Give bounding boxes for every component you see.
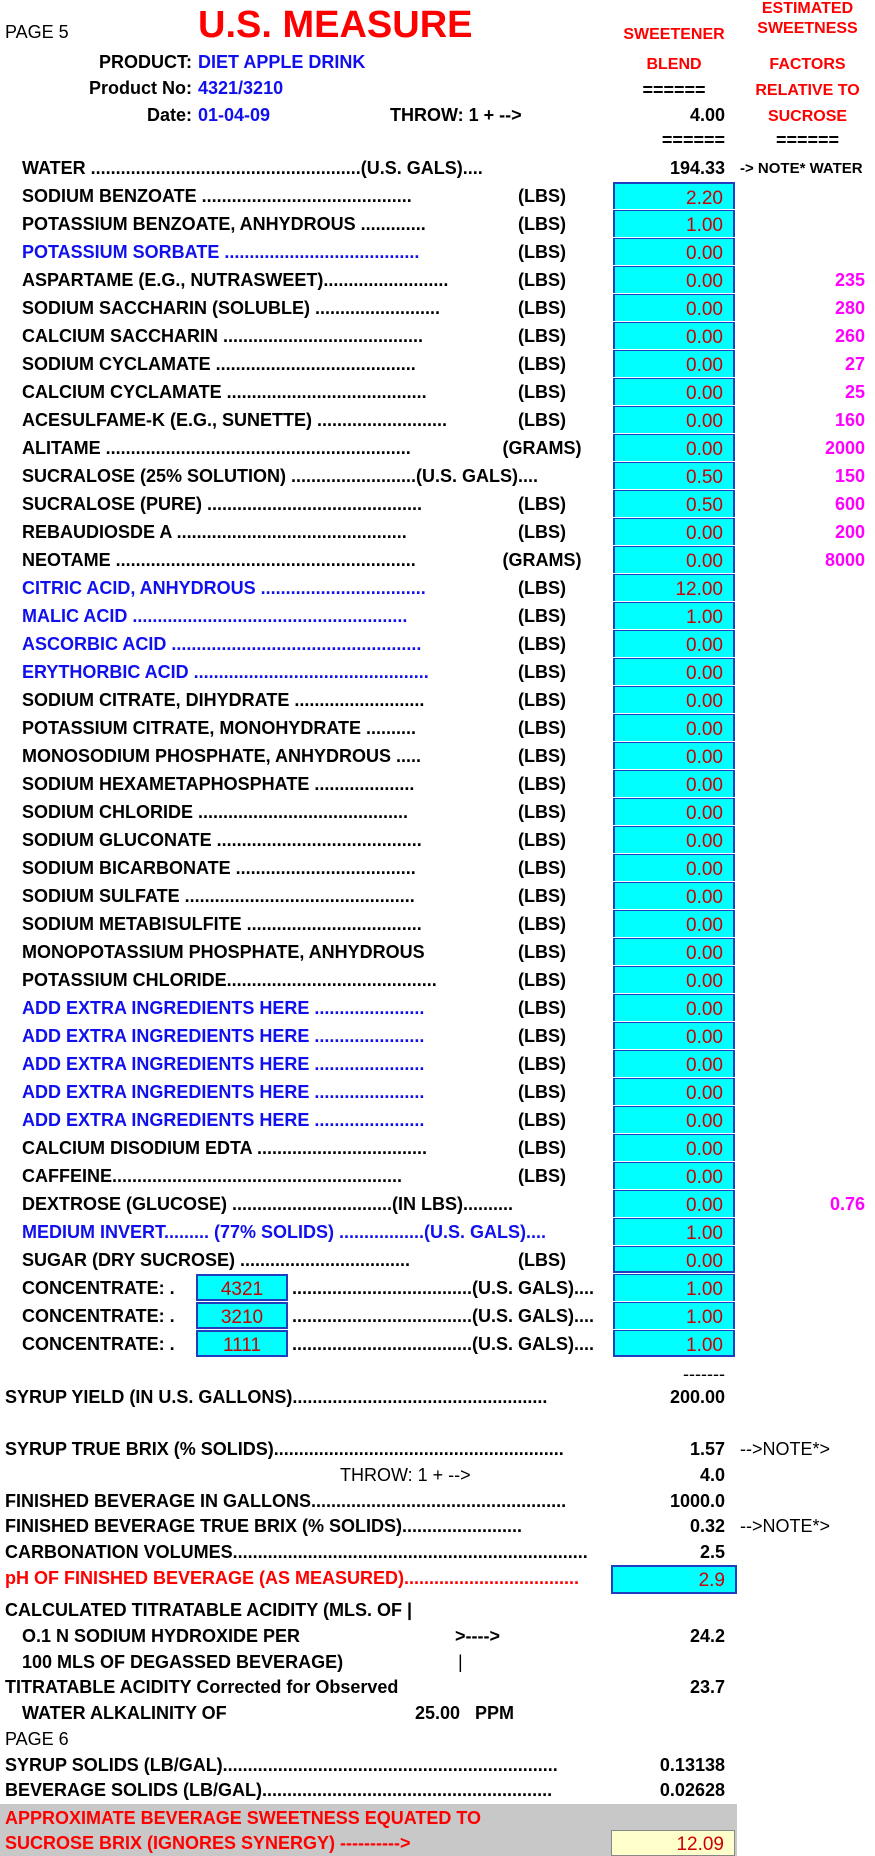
ingredient-unit: (LBS) bbox=[518, 1054, 566, 1074]
sweetness-factor: 600 bbox=[834, 494, 865, 514]
finished-gallons-value: 1000.0 bbox=[669, 1491, 725, 1511]
ingredient-unit: (LBS) bbox=[518, 802, 566, 822]
ingredient-unit: (LBS) bbox=[518, 1166, 566, 1186]
ingredient-row bbox=[0, 1050, 875, 1078]
concentrate-amount-input[interactable]: 1.00 bbox=[613, 1274, 735, 1301]
ingredient-name: MONOPOTASSIUM PHOSPHATE, ANHYDROUS bbox=[22, 942, 425, 962]
concentrate-row bbox=[0, 1302, 875, 1330]
finished-gallons-label: FINISHED BEVERAGE IN GALLONS................................................... bbox=[5, 1491, 567, 1511]
ingredient-name: NEOTAME ............................................................ bbox=[22, 550, 416, 570]
ingredient-unit: (GRAMS) bbox=[502, 438, 582, 458]
ingredient-name: POTASSIUM SORBATE ....................................... bbox=[22, 242, 420, 262]
ingredient-unit: (LBS) bbox=[518, 382, 566, 402]
ingredient-amount-input[interactable]: 0.00 bbox=[613, 1190, 735, 1217]
ingredient-name: MEDIUM INVERT......... (77% SOLIDS) .................(U.S. GALS).... bbox=[22, 1222, 547, 1242]
concentrate-row bbox=[0, 1274, 875, 1302]
col-sweetener-rule: ====== bbox=[642, 80, 706, 100]
sweetness-value: 12.09 bbox=[611, 1830, 735, 1856]
concentrate-row bbox=[0, 1330, 875, 1358]
ingredient-row bbox=[0, 574, 875, 602]
ingredient-name: ADD EXTRA INGREDIENTS HERE ...................... bbox=[22, 1082, 425, 1102]
syrup-brix-note: -->NOTE*> bbox=[740, 1439, 831, 1459]
ingredient-amount-input[interactable]: 12.00 bbox=[613, 574, 735, 601]
ingredient-unit: (LBS) bbox=[518, 1250, 566, 1270]
ingredient-amount-input[interactable]: 0.50 bbox=[613, 490, 735, 517]
sweetness-factor: 260 bbox=[834, 326, 865, 346]
ingredient-amount-input[interactable]: 0.00 bbox=[613, 854, 735, 881]
water-value: 194.33 bbox=[669, 158, 725, 178]
throw-label: THROW: 1 + --> bbox=[390, 105, 522, 125]
ingredient-name: SUCRALOSE (PURE) ........................................... bbox=[22, 494, 423, 514]
ingredient-row bbox=[0, 546, 875, 574]
carbonation-label: CARBONATION VOLUMES....................................................................... bbox=[5, 1542, 588, 1562]
ingredient-row bbox=[0, 1078, 875, 1106]
ta-line1: CALCULATED TITRATABLE ACIDITY (MLS. OF | bbox=[5, 1600, 412, 1620]
date-label: Date: bbox=[146, 105, 192, 125]
sweetness-factor: 150 bbox=[834, 466, 865, 486]
ingredient-row bbox=[0, 210, 875, 238]
sweetness-line1: APPROXIMATE BEVERAGE SWEETNESS EQUATED TO bbox=[5, 1808, 482, 1828]
col-factor-4: RELATIVE TO bbox=[755, 82, 860, 99]
ingredient-name: ADD EXTRA INGREDIENTS HERE ...................... bbox=[22, 1054, 425, 1074]
ingredient-amount-input[interactable]: 0.00 bbox=[613, 266, 735, 293]
ingredient-amount-input[interactable]: 2.20 bbox=[613, 182, 735, 209]
ingredient-row bbox=[0, 658, 875, 686]
page6: PAGE 6 bbox=[5, 1729, 69, 1749]
ingredient-row bbox=[0, 770, 875, 798]
ingredient-amount-input[interactable]: 0.00 bbox=[613, 518, 735, 545]
concentrate-unit: ....................................(U.S. GALS).... bbox=[292, 1278, 595, 1298]
ingredient-row bbox=[0, 322, 875, 350]
ingredient-row bbox=[0, 798, 875, 826]
ta-line2: O.1 N SODIUM HYDROXIDE PER bbox=[22, 1626, 301, 1646]
throw2-value: 4.0 bbox=[699, 1465, 725, 1485]
ingredient-row bbox=[0, 714, 875, 742]
ingredient-unit: (LBS) bbox=[518, 298, 566, 318]
tac-line2: WATER ALKALINITY OF bbox=[22, 1703, 227, 1723]
ingredient-amount-input[interactable]: 1.00 bbox=[613, 602, 735, 629]
ingredient-unit: (LBS) bbox=[518, 718, 566, 738]
concentrate-unit: ....................................(U.S. GALS).... bbox=[292, 1334, 595, 1354]
water-note: -> NOTE* WATER bbox=[740, 160, 863, 177]
ingredient-unit: (LBS) bbox=[518, 914, 566, 934]
ingredient-row bbox=[0, 686, 875, 714]
ingredient-unit: (LBS) bbox=[518, 410, 566, 430]
ingredient-row bbox=[0, 1246, 875, 1274]
ingredient-amount-input[interactable]: 0.00 bbox=[613, 686, 735, 713]
ingredient-unit: (GRAMS) bbox=[502, 550, 582, 570]
ingredient-name: DEXTROSE (GLUCOSE) ................................(IN LBS).......... bbox=[22, 1194, 514, 1214]
ingredient-name: CALCIUM DISODIUM EDTA .................................. bbox=[22, 1138, 428, 1158]
ingredient-amount-input[interactable]: 0.00 bbox=[613, 1134, 735, 1161]
concentrate-amount-input[interactable]: 1.00 bbox=[613, 1302, 735, 1329]
ingredient-amount-input[interactable]: 0.00 bbox=[613, 1246, 735, 1273]
col-factor-1: ESTIMATED bbox=[761, 0, 854, 17]
ingredient-name: CALCIUM CYCLAMATE ........................................ bbox=[22, 382, 427, 402]
ingredient-amount-input[interactable]: 0.00 bbox=[613, 770, 735, 797]
bev-solids-value: 0.02628 bbox=[659, 1780, 725, 1800]
ingredient-row bbox=[0, 882, 875, 910]
ingredient-row bbox=[0, 1106, 875, 1134]
ingredient-row bbox=[0, 1190, 875, 1218]
ingredient-unit: (LBS) bbox=[518, 494, 566, 514]
ingredient-unit: (LBS) bbox=[518, 634, 566, 654]
ingredient-row bbox=[0, 182, 875, 210]
concentrate-amount-input[interactable]: 1.00 bbox=[613, 1330, 735, 1357]
ingredient-amount-input[interactable]: 0.00 bbox=[613, 238, 735, 265]
ingredient-row bbox=[0, 434, 875, 462]
ingredient-row bbox=[0, 994, 875, 1022]
ingredient-name: CALCIUM SACCHARIN ........................................ bbox=[22, 326, 424, 346]
ingredient-unit: (LBS) bbox=[518, 578, 566, 598]
ingredient-unit: (LBS) bbox=[518, 690, 566, 710]
syrup-brix-label: SYRUP TRUE BRIX (% SOLIDS).......................................................... bbox=[5, 1439, 564, 1459]
product-no-label: Product No: bbox=[89, 78, 192, 98]
ingredient-amount-input[interactable]: 0.00 bbox=[613, 742, 735, 769]
ingredient-row bbox=[0, 630, 875, 658]
finished-brix-note: -->NOTE*> bbox=[740, 1516, 831, 1536]
col-factor-5: SUCROSE bbox=[767, 108, 848, 125]
col-factor-3: FACTORS bbox=[769, 56, 846, 73]
ingredient-unit: (LBS) bbox=[518, 998, 566, 1018]
ingredient-unit: (LBS) bbox=[518, 1026, 566, 1046]
ingredient-unit: (LBS) bbox=[518, 662, 566, 682]
water-row bbox=[0, 154, 875, 182]
ingredient-name: POTASSIUM CHLORIDE.......................................... bbox=[22, 970, 437, 990]
throw-value: 4.00 bbox=[689, 105, 725, 125]
ingredient-name: SODIUM BENZOATE .......................................... bbox=[22, 186, 412, 206]
ingredient-row bbox=[0, 238, 875, 266]
sweetness-factor: 200 bbox=[834, 522, 865, 542]
ingredient-row bbox=[0, 462, 875, 490]
ingredient-amount-input[interactable]: 0.00 bbox=[613, 938, 735, 965]
ingredient-amount-input[interactable]: 0.00 bbox=[613, 322, 735, 349]
ingredient-name: SODIUM BICARBONATE .................................... bbox=[22, 858, 416, 878]
throw-rule: ====== bbox=[661, 130, 725, 150]
syrup-yield-label: SYRUP YIELD (IN U.S. GALLONS)................................................... bbox=[5, 1387, 548, 1407]
syrup-brix-value: 1.57 bbox=[689, 1439, 725, 1459]
ingredient-name: SODIUM CYCLAMATE ........................................ bbox=[22, 354, 416, 374]
ta-value: 24.2 bbox=[689, 1626, 725, 1646]
ingredient-amount-input[interactable]: 0.00 bbox=[613, 714, 735, 741]
concentrate-code-input[interactable]: 3210 bbox=[196, 1302, 288, 1329]
ingredient-amount-input[interactable]: 0.00 bbox=[613, 1106, 735, 1133]
ingredient-amount-input[interactable]: 0.00 bbox=[613, 294, 735, 321]
syrup-yield-value: 200.00 bbox=[669, 1387, 725, 1407]
ingredient-name: SODIUM CITRATE, DIHYDRATE .......................... bbox=[22, 690, 425, 710]
ta-line3: 100 MLS OF DEGASSED BEVERAGE) bbox=[22, 1652, 344, 1672]
ingredient-amount-input[interactable]: 0.00 bbox=[613, 350, 735, 377]
ingredient-unit: (LBS) bbox=[518, 830, 566, 850]
tac-value: 23.7 bbox=[689, 1677, 725, 1697]
ingredient-name: ADD EXTRA INGREDIENTS HERE ...................... bbox=[22, 1110, 425, 1130]
ingredient-row bbox=[0, 1218, 875, 1246]
sweetness-factor: 0.76 bbox=[829, 1194, 865, 1214]
concentrate-unit: ....................................(U.S. GALS).... bbox=[292, 1306, 595, 1326]
ingredient-unit: (LBS) bbox=[518, 214, 566, 234]
ph-label: pH OF FINISHED BEVERAGE (AS MEASURED)................................... bbox=[5, 1568, 580, 1588]
concentrate-code-input[interactable]: 1111 bbox=[196, 1330, 288, 1357]
ingredient-name: ERYTHORBIC ACID ............................................... bbox=[22, 662, 429, 682]
ingredient-unit: (LBS) bbox=[518, 326, 566, 346]
ingredient-name: SODIUM HEXAMETAPHOSPHATE .................... bbox=[22, 774, 415, 794]
ta-pipe: | bbox=[458, 1652, 463, 1672]
finished-brix-label: FINISHED BEVERAGE TRUE BRIX (% SOLIDS)........................ bbox=[5, 1516, 523, 1536]
date-value: 01-04-09 bbox=[198, 105, 271, 125]
ingredient-unit: (LBS) bbox=[518, 942, 566, 962]
ingredient-unit: (LBS) bbox=[518, 606, 566, 626]
ingredient-unit: (LBS) bbox=[518, 270, 566, 290]
syrup-solids-value: 0.13138 bbox=[659, 1755, 725, 1775]
product-no: 4321/3210 bbox=[198, 78, 284, 98]
ingredient-name: REBAUDIOSDE A .............................................. bbox=[22, 522, 407, 542]
ingredient-amount-input[interactable]: 0.00 bbox=[613, 826, 735, 853]
ingredient-amount-input[interactable]: 0.00 bbox=[613, 630, 735, 657]
ingredient-amount-input[interactable]: 0.00 bbox=[613, 546, 735, 573]
product-name: DIET APPLE DRINK bbox=[198, 52, 366, 72]
alkalinity-value: 25.00 bbox=[414, 1703, 460, 1723]
ingredient-name: ADD EXTRA INGREDIENTS HERE ...................... bbox=[22, 1026, 425, 1046]
ingredient-amount-input[interactable]: 0.00 bbox=[613, 966, 735, 993]
ingredient-name: SUGAR (DRY SUCROSE) .................................. bbox=[22, 1250, 411, 1270]
ingredient-amount-input[interactable]: 0.00 bbox=[613, 1078, 735, 1105]
col-sweetener-2: BLEND bbox=[646, 56, 702, 73]
ingredient-row bbox=[0, 966, 875, 994]
ingredient-amount-input[interactable]: 0.00 bbox=[613, 1050, 735, 1077]
ingredient-unit: (LBS) bbox=[518, 242, 566, 262]
ingredient-unit: (LBS) bbox=[518, 522, 566, 542]
ingredient-row bbox=[0, 518, 875, 546]
ingredient-row bbox=[0, 350, 875, 378]
ingredient-name: ALITAME ............................................................. bbox=[22, 438, 411, 458]
ingredient-unit: (LBS) bbox=[518, 1138, 566, 1158]
ta-arrow: >----> bbox=[455, 1626, 500, 1646]
ingredient-amount-input[interactable]: 0.00 bbox=[613, 1162, 735, 1189]
sum-rule: ------- bbox=[683, 1364, 725, 1384]
concentrate-label: CONCENTRATE: . bbox=[22, 1278, 175, 1298]
ingredient-name: CITRIC ACID, ANHYDROUS ................................. bbox=[22, 578, 426, 598]
concentrate-label: CONCENTRATE: . bbox=[22, 1306, 175, 1326]
ingredient-row bbox=[0, 910, 875, 938]
ingredient-unit: (LBS) bbox=[518, 858, 566, 878]
ingredient-unit: (LBS) bbox=[518, 354, 566, 374]
ingredient-row bbox=[0, 266, 875, 294]
ingredient-row bbox=[0, 1134, 875, 1162]
ingredient-amount-input[interactable]: 0.00 bbox=[613, 910, 735, 937]
ingredient-row bbox=[0, 602, 875, 630]
ingredient-unit: (LBS) bbox=[518, 1110, 566, 1130]
syrup-solids-label: SYRUP SOLIDS (LB/GAL)................................................................... bbox=[5, 1755, 558, 1775]
col-factor-2: SWEETNESS bbox=[757, 20, 858, 37]
ingredient-row bbox=[0, 406, 875, 434]
concentrate-code-input[interactable]: 4321 bbox=[196, 1274, 288, 1301]
ingredient-unit: (LBS) bbox=[518, 1082, 566, 1102]
ingredient-name: SUCRALOSE (25% SOLUTION) .........................(U.S. GALS).... bbox=[22, 466, 539, 486]
ingredient-row bbox=[0, 826, 875, 854]
sweetness-factor: 2000 bbox=[824, 438, 865, 458]
ingredient-unit: (LBS) bbox=[518, 746, 566, 766]
ingredient-row bbox=[0, 294, 875, 322]
ingredient-unit: (LBS) bbox=[518, 774, 566, 794]
ingredient-row bbox=[0, 1022, 875, 1050]
sweetness-factor: 280 bbox=[834, 298, 865, 318]
sweetness-factor: 235 bbox=[834, 270, 865, 290]
page-title: U.S. MEASURE bbox=[198, 4, 473, 46]
ingredient-name: MONOSODIUM PHOSPHATE, ANHYDROUS ..... bbox=[22, 746, 422, 766]
ingredient-name: ASPARTAME (E.G., NUTRASWEET)......................... bbox=[22, 270, 449, 290]
ingredient-name: POTASSIUM CITRATE, MONOHYDRATE .......... bbox=[22, 718, 417, 738]
ingredient-name: CAFFEINE.......................................................... bbox=[22, 1166, 403, 1186]
page-number: PAGE 5 bbox=[5, 22, 69, 42]
sweetness-factor: 25 bbox=[844, 382, 865, 402]
ingredient-amount-input[interactable]: 0.00 bbox=[613, 378, 735, 405]
sweetness-line2: SUCROSE BRIX (IGNORES SYNERGY) ----------> bbox=[5, 1833, 411, 1853]
alkalinity-unit: PPM bbox=[475, 1703, 515, 1723]
sweetness-factor: 27 bbox=[844, 354, 865, 374]
tac-line1: TITRATABLE ACIDITY Corrected for Observed bbox=[5, 1677, 399, 1697]
ingredient-unit: (LBS) bbox=[518, 886, 566, 906]
ingredient-amount-input[interactable]: 0.50 bbox=[613, 462, 735, 489]
sweetness-factor: 160 bbox=[834, 410, 865, 430]
concentrate-label: CONCENTRATE: . bbox=[22, 1334, 175, 1354]
ingredient-name: POTASSIUM BENZOATE, ANHYDROUS ............. bbox=[22, 214, 426, 234]
ingredient-name: SODIUM GLUCONATE ......................................... bbox=[22, 830, 422, 850]
sweetness-factor: 8000 bbox=[824, 550, 865, 570]
ingredient-row bbox=[0, 490, 875, 518]
ingredient-name: SODIUM CHLORIDE .......................................... bbox=[22, 802, 409, 822]
ingredient-row bbox=[0, 854, 875, 882]
bev-solids-label: BEVERAGE SOLIDS (LB/GAL).......................................................... bbox=[5, 1780, 553, 1800]
ingredient-amount-input[interactable]: 0.00 bbox=[613, 406, 735, 433]
ingredient-row bbox=[0, 378, 875, 406]
ph-input[interactable]: 2.9 bbox=[611, 1565, 737, 1594]
product-label: PRODUCT: bbox=[99, 52, 192, 72]
ingredient-amount-input[interactable]: 1.00 bbox=[613, 1218, 735, 1245]
ingredient-name: SODIUM METABISULFITE ................................... bbox=[22, 914, 422, 934]
ingredient-unit: (LBS) bbox=[518, 186, 566, 206]
ingredient-name: SODIUM SACCHARIN (SOLUBLE) ......................... bbox=[22, 298, 441, 318]
ingredient-name: ACESULFAME-K (E.G., SUNETTE) .......................... bbox=[22, 410, 448, 430]
ingredient-amount-input[interactable]: 0.00 bbox=[613, 1022, 735, 1049]
ingredient-row bbox=[0, 938, 875, 966]
ingredient-row bbox=[0, 1162, 875, 1190]
ingredient-row bbox=[0, 742, 875, 770]
ingredient-name: ADD EXTRA INGREDIENTS HERE ...................... bbox=[22, 998, 425, 1018]
carbonation-value: 2.5 bbox=[699, 1542, 725, 1562]
ingredient-unit: (LBS) bbox=[518, 970, 566, 990]
ingredient-amount-input[interactable]: 0.00 bbox=[613, 434, 735, 461]
ingredient-name: ASCORBIC ACID .................................................. bbox=[22, 634, 422, 654]
col-sweetener-1: SWEETENER bbox=[623, 26, 725, 43]
finished-brix-value: 0.32 bbox=[689, 1516, 725, 1536]
water-label: WATER ......................................................(U.S. GALS).... bbox=[22, 158, 483, 178]
throw2-label: THROW: 1 + --> bbox=[340, 1465, 471, 1485]
ingredient-amount-input[interactable]: 0.00 bbox=[613, 994, 735, 1021]
ingredient-amount-input[interactable]: 0.00 bbox=[613, 882, 735, 909]
ingredient-amount-input[interactable]: 0.00 bbox=[613, 658, 735, 685]
col-factor-rule: ====== bbox=[775, 130, 840, 150]
ingredient-amount-input[interactable]: 1.00 bbox=[613, 210, 735, 237]
ingredient-name: MALIC ACID ....................................................... bbox=[22, 606, 408, 626]
ingredient-amount-input[interactable]: 0.00 bbox=[613, 798, 735, 825]
ingredient-name: SODIUM SULFATE .............................................. bbox=[22, 886, 415, 906]
